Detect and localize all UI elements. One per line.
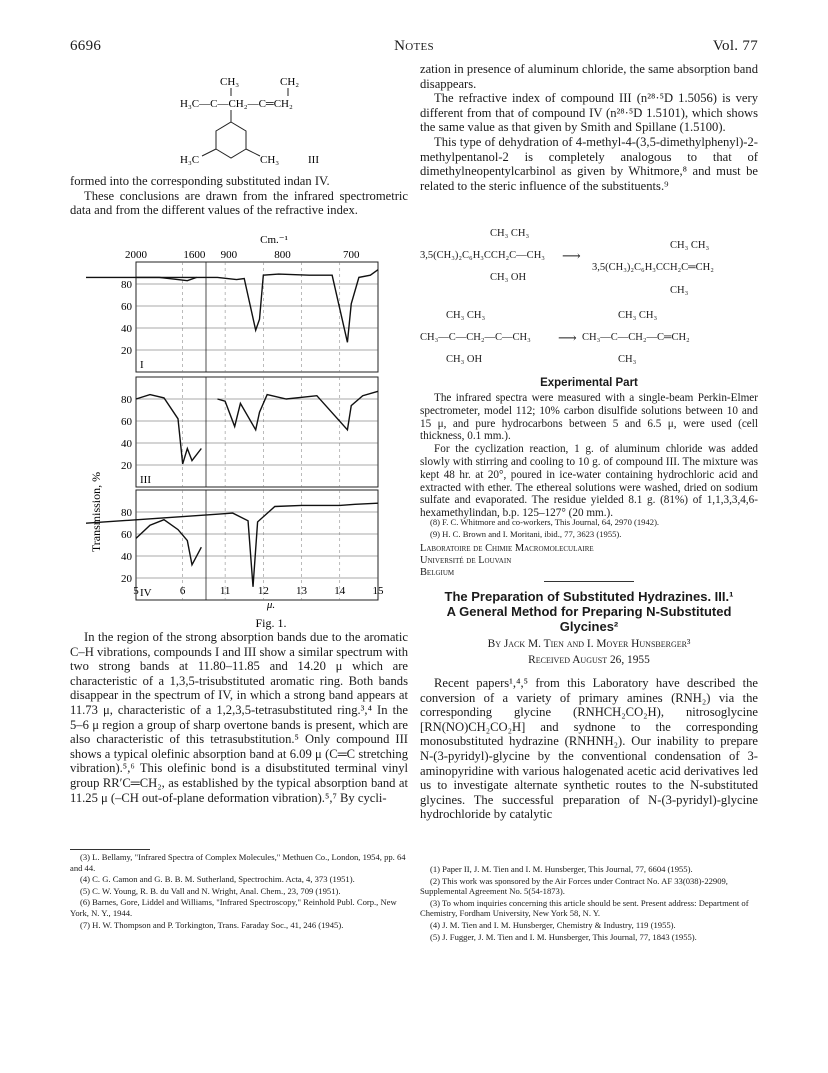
panel-label: I bbox=[140, 359, 144, 371]
right-footnotes-2 bbox=[420, 864, 758, 943]
article-received: Received August 26, 1955 bbox=[528, 654, 650, 666]
footnote-8: (8) F. C. Whitmore and co-workers, This Journal, 64, 2970 (1942). bbox=[430, 517, 660, 527]
structure-main-chain: H₃C—C—CH₂—C═CH₂ bbox=[180, 98, 293, 110]
left-intro-p1: formed into the corresponding substituted indan IV. bbox=[70, 174, 330, 188]
footnote-9: (9) H. C. Brown and I. Moritani, ibid., 77, 3623 (1955). bbox=[430, 528, 622, 539]
affiliation-line3: Belgium bbox=[420, 566, 455, 578]
bottom-tick-label: 6 bbox=[179, 585, 186, 597]
y-axis-label: Transmission, % bbox=[89, 471, 103, 553]
footnote-4-ref: (4) J. M. Tien and I. M. Hunsberger, Chemistry & Industry, 119 (1955). bbox=[430, 919, 676, 930]
right-top-text bbox=[420, 62, 758, 193]
spectrum-panel-I bbox=[86, 262, 378, 372]
footnote-7: (7) H. W. Thompson and P. Torkington, Trans. Faraday Soc., 41, 246 (1945). bbox=[80, 919, 344, 930]
y-tick-label: 60 bbox=[121, 301, 132, 313]
top-tick-label: 1600 bbox=[183, 249, 206, 261]
footnote-3: (3) L. Bellamy, "Infrared Spectra of Complex Molecules," Methuen Co., London, 1954, pp. 64 and 44. bbox=[70, 852, 406, 873]
panel-label: IV bbox=[140, 587, 152, 599]
spectrum-curve-III bbox=[136, 395, 201, 464]
spectrum-curve-IV bbox=[136, 520, 201, 565]
structure-ch3-label: CH₃ bbox=[220, 76, 240, 88]
r1-product: 3,5(CH₃)₂C₆H₃CCH₂C═CH₂ bbox=[592, 262, 714, 273]
spectrum-curve-III bbox=[217, 391, 378, 430]
bottom-tick-label: 15 bbox=[372, 585, 384, 597]
spectrum-panel-IV bbox=[86, 490, 378, 600]
y-tick-label: 20 bbox=[121, 460, 132, 472]
y-tick-label: 40 bbox=[121, 438, 132, 450]
y-tick-label: 60 bbox=[121, 529, 132, 541]
r2-top-left: CH₃ CH₃ bbox=[446, 310, 486, 321]
panel-label: III bbox=[140, 474, 151, 486]
benzene-ring bbox=[216, 122, 246, 158]
r2-product: CH₃—C—CH₂—C═CH₂ bbox=[582, 332, 690, 343]
section-title: Notes bbox=[394, 38, 434, 54]
r2-bottom-right: CH₃ bbox=[618, 354, 637, 365]
r2-top-right: CH₃ CH₃ bbox=[618, 310, 658, 321]
right-top-p2: The refractive index of compound III (n²⁸·⁵D 1.5056) is very different from that of compound IV (n²⁸·⁵D 1.5101), which shows the same value as that given by Smith and Spillane (1.5100). bbox=[420, 91, 758, 135]
footnote-5: (5) C. W. Young, R. B. du Vall and N. Wright, Anal. Chem., 23, 709 (1951). bbox=[80, 885, 341, 896]
article-body bbox=[420, 676, 758, 822]
left-body bbox=[70, 630, 408, 805]
figure-caption: Fig. 1. bbox=[255, 616, 287, 630]
right-top-p3: This type of dehydration of 4-methyl-4-(3,5-dimethylphenyl)-2-methylpentanol-2 is completely analogous to that of dimethylneopentylcarbinol as given by Whitmore,⁸ and must be related to the steric influence of the substituents.⁹ bbox=[420, 134, 758, 193]
structure-ch2-label: CH₂ bbox=[280, 76, 300, 88]
top-tick-label: 2000 bbox=[125, 249, 147, 261]
article-body-p1: Recent papers¹,⁴,⁵ from this Laboratory have described the conversion of a variety of primary amines (RNH₂) via the corresponding glycine (RNHCH₂CO₂H), nitrosoglycine [RN(NO)CH₂CO₂H] and sydnone to the corresponding monosubstituted hydrazine (RNHNH₂). Our inability to prepare N-(3-pyridyl)-glycine by the conventional condensation of 3-aminopyridine with various halogenated acetic acid derivatives led us to investigate alternate synthetic routes to the N-substituted glycines. The successful preparation of N-(3-pyridyl)-glycine hydrochloride by catalytic bbox=[420, 676, 758, 822]
page-number: 6696 bbox=[70, 38, 102, 54]
top-tick-label: 900 bbox=[220, 249, 238, 261]
left-footnotes bbox=[70, 852, 408, 931]
left-intro bbox=[70, 174, 408, 218]
article-separator bbox=[544, 581, 634, 582]
ir-spectrum-figure bbox=[86, 232, 406, 652]
top-axis-unit: Cm.⁻¹ bbox=[260, 234, 288, 246]
footnote-5-ref: (5) J. Fugger, J. M. Tien and I. M. Hunsberger, This Journal, 77, 1843 (1955). bbox=[430, 931, 697, 942]
structure-ch3-label: CH₃ bbox=[260, 154, 280, 166]
affiliation-line2: Université de Louvain bbox=[420, 554, 512, 566]
affiliation bbox=[420, 543, 594, 578]
affiliation-line1: Laboratoire de Chimie Macromoleculaire bbox=[420, 543, 594, 554]
y-tick-label: 40 bbox=[121, 551, 132, 563]
experimental-text bbox=[420, 392, 758, 520]
experimental-p2: For the cyclization reaction, 1 g. of aluminum chloride was added slowly with stirring and cooling to 10 g. of compound III. The mixture was kept 48 hr. at 20°, poured in ice-water containing hydrochloric acid and extracted with ether. The ethereal solutions were washed, dried on sodium sulfate and evaporated. The residue yielded 8.1 g. (81%) of 1,1,3,3,4,6-hexamethylindan, b.p. 125–127° (20 mm.). bbox=[420, 443, 758, 520]
y-tick-label: 60 bbox=[121, 416, 132, 428]
footnote-2: (2) This work was sponsored by the Air Forces under Contract No. AF 33(038)-22909, Supplemental Agreement No. 5(54-1873). bbox=[420, 875, 728, 897]
r2-reactant: CH₃—C—CH₂—C—CH₃ bbox=[420, 332, 531, 343]
r2-arrow: ⟶ bbox=[558, 330, 577, 345]
top-tick-labels bbox=[125, 249, 360, 261]
footnote-6: (6) Barnes, Gore, Liddel and Williams, "Infrared Spectroscopy," Reinhold Publ. Corp., New York, N. Y., 1944. bbox=[70, 897, 397, 918]
structure-bond bbox=[202, 149, 216, 156]
experimental-heading: Experimental Part bbox=[540, 377, 638, 389]
r1-reactant: 3,5(CH₃)₂C₆H₃CCH₂C—CH₃ bbox=[420, 250, 545, 261]
structure-roman-III: III bbox=[308, 154, 319, 166]
top-tick-label: 700 bbox=[342, 249, 360, 261]
y-tick-label: 80 bbox=[121, 394, 132, 406]
y-tick-label: 80 bbox=[121, 279, 132, 291]
bottom-axis-unit: μ. bbox=[266, 599, 276, 611]
r1-top: CH₃ CH₃ bbox=[490, 228, 530, 239]
right-footnotes-1 bbox=[420, 517, 758, 540]
article-title-line1: The Preparation of Substituted Hydrazines. III.¹ bbox=[444, 589, 734, 604]
right-top-p1: zation in presence of aluminum chloride, the same absorption band disappears. bbox=[420, 62, 758, 91]
footnote-3-address: (3) To whom inquiries concerning this article should be sent. Present address: Department of Chemistry, Fordham University, New York 58, N. Y. bbox=[420, 897, 749, 919]
article-title bbox=[420, 589, 758, 634]
bottom-tick-label: 5 bbox=[133, 585, 139, 597]
panel-frame bbox=[136, 490, 378, 600]
article-byline: By Jack M. Tien and I. Moyer Hunsberger³ bbox=[487, 638, 691, 650]
footnote-rule bbox=[70, 849, 150, 850]
volume-label: Vol. 77 bbox=[712, 38, 758, 54]
y-tick-label: 40 bbox=[121, 323, 132, 335]
bottom-tick-label: 12 bbox=[257, 585, 269, 597]
article-title-line3: Glycines² bbox=[559, 619, 619, 634]
structure-h3c-label: H₃C bbox=[180, 154, 200, 166]
structure-bond bbox=[246, 149, 260, 156]
bottom-tick-label: 14 bbox=[334, 585, 346, 597]
panel-frame bbox=[136, 377, 378, 487]
spectrum-panels bbox=[86, 262, 378, 600]
bottom-tick-label: 13 bbox=[296, 585, 308, 597]
r1-arrow: ⟶ bbox=[562, 248, 581, 263]
y-tick-label: 20 bbox=[121, 345, 132, 357]
y-tick-label: 80 bbox=[121, 507, 132, 519]
bottom-tick-labels bbox=[133, 585, 384, 597]
left-intro-p2: These conclusions are drawn from the infrared spectrometric data and from the different values of the refractive index. bbox=[70, 188, 408, 218]
top-tick-label: 800 bbox=[274, 249, 291, 261]
y-tick-label: 20 bbox=[121, 573, 132, 585]
r1-bottom: CH₃ OH bbox=[490, 272, 527, 283]
experimental-p1: The infrared spectra were measured with a single-beam Perkin-Elmer spectrometer, model 112; 10% carbon disulfide solutions between 10 and 15 μ, and pure hydrocarbons between 5 and 6.5 μ, were used (cell thickness, 0.1 mm.). bbox=[420, 392, 758, 443]
footnote-1: (1) Paper II, J. M. Tien and I. M. Hunsberger, This Journal, 77, 6604 (1955). bbox=[430, 864, 693, 874]
reaction-schemes bbox=[420, 228, 760, 378]
footnote-4: (4) C. G. Camon and G. B. B. M. Sutherland, Spectrochim. Acta, 4, 373 (1951). bbox=[80, 874, 355, 885]
spectrum-panel-III bbox=[121, 377, 378, 487]
article-title-line2: A General Method for Preparing N-Substituted bbox=[446, 604, 732, 619]
bottom-tick-label: 11 bbox=[219, 585, 231, 597]
r1-product-bottom: CH₃ bbox=[670, 285, 689, 296]
r1-product-top: CH₃ CH₃ bbox=[670, 240, 710, 251]
structure-III bbox=[180, 72, 400, 172]
r2-bottom-left: CH₃ OH bbox=[446, 354, 483, 365]
left-body-p1: In the region of the strong absorption bands due to the aromatic C–H vibrations, compounds I and III show a similar spectrum with two strong bands at 11.80–11.85 and 14.20 μ which are characteristic of a 1,3,5-trisubstituted aromatic ring. Both bands disappear in the spectrum of IV, in which a strong band appears at 11.73 μ, characteristic of a 1,2,3,5-tetrasubstituted ring.³,⁴ In the 5–6 μ region a group of sharp overtone bands is present, which are also characteristic of this tetrasubstitution.⁵ Only compound III shows a typical olefinic absorption band at 6.09 μ (C═C stretching vibration).⁵,⁶ This olefinic bond is a disubstituted terminal vinyl group RR′C═CH₂, as established by the typical absorption band at 11.25 μ (–CH out-of-plane deformation vibration).⁵,⁷ By cycli- bbox=[70, 630, 408, 805]
